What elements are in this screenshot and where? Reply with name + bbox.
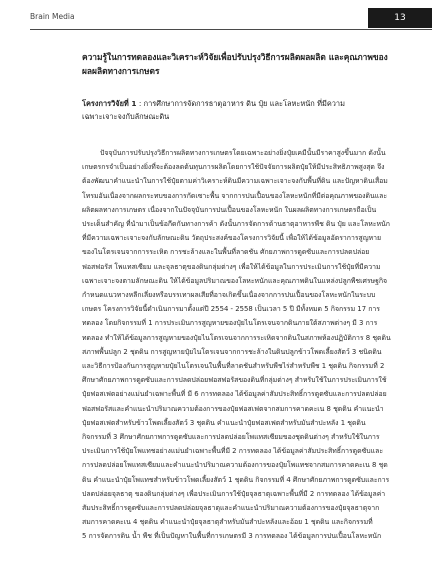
body-line: 5 การจัดการดิน น้ำ พืช ที่เป็นปัญหาในพื้นที่การเกษตรมี 3 การทดลอง ได้ข้อมูลการปนเปื้อนโลหะหนัก xyxy=(82,532,382,541)
body-line: สมการคาดคะเน 4 ชุดดิน คำแนะนำปุ๋ยจุลธาตุสำหรับมันสำปะหลังและอ้อย 1 ชุดดิน และกิจกรรมที่ xyxy=(82,518,373,527)
project-heading-line xyxy=(82,97,412,110)
body-line: โทรมอันเนื่องจากผลกระทบของการกัดเซาะพื้น จากการปนเปื้อนของโลหะหนักที่มีต่อคุณภาพของดินและ xyxy=(82,191,388,200)
body-line: กำหนดแนวทางหลีกเลี่ยงหรือบรรเทาผลเสียที่อาจเกิดขึ้นเนื่องจากการปนเปื้อนของโลหะหนักในระบบ xyxy=(82,291,376,300)
body-line: เกษตรกรจำเป็นอย่างยิ่งที่จะต้องลดต้นทุนการผลิตโดยการใช้ปัจจัยการผลิตปุ๋ยให้มีประสิทธิภาพสูงสุด จึง xyxy=(82,163,385,172)
body-line: เฉพาะเจาะจงตามลักษณะดิน ให้ได้ข้อมูลปริมาณของโลหะหนักและคุณภาพดินในแหล่งปลูกพืชเศรษฐกิจ xyxy=(82,276,388,285)
section-title-line: ผลผลิตทางการเกษตร xyxy=(82,66,160,76)
publisher-name: Brain Media xyxy=(30,12,75,21)
body-line: ทดลอง ทำให้ได้ข้อมูลการสูญหายของปุ๋ยไนโตรเจนจากการระเหิดจากดินในสภาพห้องปฏิบัติการ 8 ชุดดิน xyxy=(82,333,391,342)
section-title xyxy=(82,50,412,78)
body-paragraph xyxy=(82,146,412,544)
section-title-line: ความรู้ในการทดลองและวิเคราะห์วิจัยเพื่อปรับปรุงวิธีการผลิตผลผลิต และคุณภาพของ xyxy=(82,52,388,62)
body-line: ปุ๋ยฟอสเฟตสำหรับข้าวโพดเลี้ยงสัตว์ 3 ชุดดิน คำแนะนำปุ๋ยฟอสเฟตสำหรับมันสำปะหลัง 1 ชุดดิน xyxy=(82,418,366,427)
body-line: ต้องพัฒนาคำแนะนำในการใช้ปุ๋ยตามค่าวิเคราะห์ดินมีความเฉพาะเจาะจงกับพื้นที่ดิน และปัญหาดินเสื่อม xyxy=(82,177,388,186)
body-line: และวิธีการป้องกันการสูญหายปุ๋ยไนโตรเจนในพื้นที่ลาดชันสำหรับพืชไร่สำหรับพืช 1 ชุดดิน กิจกรรมที่ 2 xyxy=(82,362,385,371)
project-label: โครงการวิจัยที่ 1 xyxy=(82,99,137,108)
project-heading-text: : การศึกษาการจัดการธาตุอาหาร ดิน ปุ๋ย และโลหะหนัก ที่มีความ xyxy=(136,99,345,108)
body-line: ฟอสฟอรัสและคำแนะนำปริมาณความต้องการของปุ๋ยฟอสเฟตจากสมการคาดคะเน 8 ชุดดิน คำแนะนำ xyxy=(82,404,384,413)
body-line: ประเด็นสำคัญ ที่นำมาเป็นข้อกีดกันทางการค้า ดังนั้นการจัดการด้านธาตุอาหารพืช ดิน ปุ๋ย และโลหะหนัก xyxy=(82,220,390,229)
body-line: ทดลอง โดยกิจกรรมที่ 1 การประเมินการสูญหายของปุ๋ยไนโตรเจนจากดินภายใต้สภาพต่างๆ มี 3 การ xyxy=(82,319,378,328)
body-line: ผลิตผลทางการเกษตร เนื่องจากในปัจจุบันการปนเปื้อนของโลหะหนัก ในผลผลิตทางการเกษตรถือเป็น xyxy=(82,205,377,214)
header-divider xyxy=(30,29,432,30)
body-line: ศึกษาศักยภาพการดูดซับและการปลดปล่อยฟอสฟอรัสของดินที่กลุ่มต่างๆ สำหรับใช้ในการประเมินการใช้ xyxy=(82,376,387,385)
body-line: ของไนโตรเจนจากการระเหิด การชะล้างและในพื้นที่ลาดชัน ศักยภาพการดูดซับและการปลดปล่อย xyxy=(82,248,370,257)
body-line: การปลดปล่อยโพแทสเซียมและคำแนะนำปริมาณความต้องการของปุ๋ยโพแทชจากสมการคาดคะเน 8 ชุด xyxy=(82,461,388,470)
body-line: ปัจจุบันการปรับปรุงวิธีการผลิตทางการเกษตรโดยเฉพาะอย่างยิ่งปุ๋ยเคมีนั้นมีราคาสูงขึ้นมาก ดังนั้น xyxy=(100,149,386,157)
page-number: 13 xyxy=(394,13,406,23)
body-line: ที่มีความเฉพาะเจาะจงกับลักษณะดิน วัตถุประสงค์ของโครงการวิจัยนี้ เพื่อให้ได้ข้อมูลอัตราการสูญหาย xyxy=(82,234,382,243)
body-line: ดิน คำแนะนำปุ๋ยโพแทชสำหรับข้าวโพดเลี้ยงสัตว์ 1 ชุดดิน กิจกรรมที่ 4 ศึกษาศักยภาพการดูดซับและการ xyxy=(82,475,390,484)
project-heading xyxy=(82,97,412,123)
body-line: สภาพพื้นปลูก 2 ชุดดิน การสูญหายปุ๋ยไนโตรเจนจากการชะล้างในดินปลูกข้าวโพดเลี้ยงสัตว์ 3 ชนิดดิน xyxy=(82,347,382,356)
body-line: สัมประสิทธิ์การดูดซับและการปลดปล่อยจุลธาตุและคำแนะนำปริมาณความต้องการของปุ๋ยจุลธาตุจาก xyxy=(82,504,380,513)
body-line: เกษตร โครงการวิจัยนี้ดำเนินการมาตั้งแต่ปี 2554 - 2558 เป็นเวลา 5 ปี มีทั้งหมด 5 กิจกรรม 17 การ xyxy=(82,305,381,314)
body-line: ปลดปล่อยจุลธาตุ ของดินกลุ่มต่างๆ เพื่อประเมินการใช้ปุ๋ยจุลธาตุเฉพาะพื้นที่มี 2 การทดลอง ได้ข้อมูลค่า xyxy=(82,489,386,498)
body-line: กิจกรรมที่ 3 ศึกษาศักยภาพการดูดซับและการปลดปล่อยโพแทสเซียมของชุดดินต่างๆ สำหรับใช้ในการ xyxy=(82,433,380,442)
body-line: ปุ๋ยฟอสเฟตอย่างแม่นยำเฉพาะพื้นที่ มี 6 การทดลอง ได้ข้อมูลค่าสัมประสิทธิ์การดูดซับและการปลดปล่อย xyxy=(82,390,387,399)
page-number-badge xyxy=(368,8,432,28)
project-heading-line: เฉพาะเจาะจงกับลักษณะดิน xyxy=(82,112,170,121)
body-line: ฟอสฟอรัส โพแทสเซียม และจุลธาตุของดินกลุ่มต่างๆ เพื่อให้ได้ข้อมูลในการประเมินการใช้ปุ๋ยที่มีความ xyxy=(82,262,381,271)
body-line: ประเมินการใช้ปุ๋ยโพแทชอย่างแม่นยำเฉพาะพื้นที่มี 2 การทดลอง ได้ข้อมูลค่าสัมประสิทธิ์การดูดซับและ xyxy=(82,447,384,456)
